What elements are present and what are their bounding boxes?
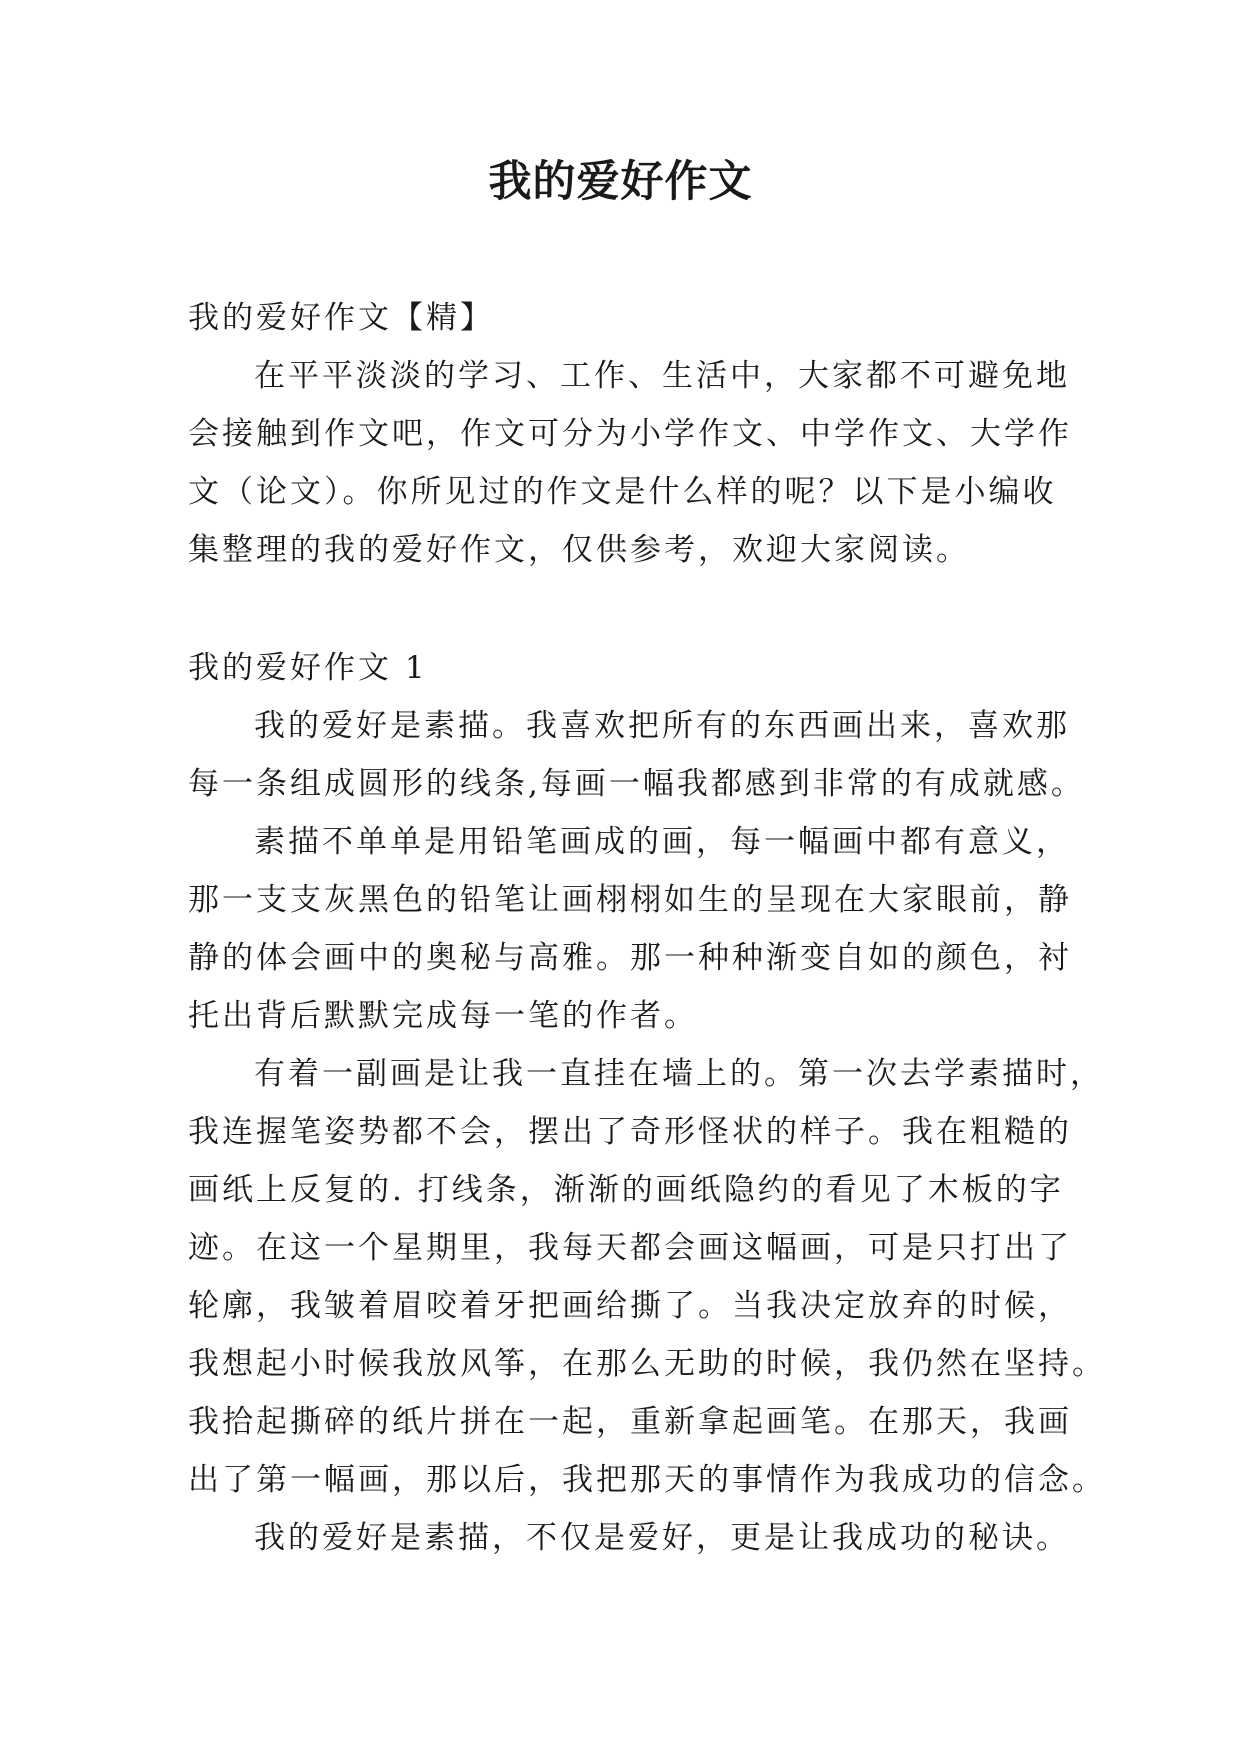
section-heading: 我的爱好作文 1: [188, 650, 428, 686]
paragraph: [188, 697, 1085, 813]
paragraph-line: 我连握笔姿势都不会，摆出了奇形怪状的样子。我在粗糙的: [188, 1114, 1072, 1150]
paragraph: [188, 1509, 1070, 1567]
paragraph-line: 迹。在这一个星期里，我每天都会画这幅画，可是只打出了: [188, 1230, 1072, 1266]
paragraph: [188, 813, 1072, 1045]
paragraph-line: 素描不单单是用铅笔画成的画，每一幅画中都有意义，: [254, 824, 1070, 860]
paragraph-line: 在平平淡淡的学习、工作、生活中，大家都不可避免地: [254, 358, 1070, 394]
paragraph-line: 我的爱好是素描，不仅是爱好，更是让我成功的秘诀。: [254, 1520, 1070, 1556]
document-title: 我的爱好作文: [488, 157, 753, 207]
section-spacer: [188, 579, 1058, 639]
paragraph: [188, 1045, 1106, 1509]
paragraph-line: 集整理的我的爱好作文，仅供参考，欢迎大家阅读。: [188, 532, 970, 568]
paragraph-line: 托出背后默默完成每一笔的作者。: [188, 998, 698, 1034]
paragraph-line: 有着一副画是让我一直挂在墙上的。第一次去学素描时，: [254, 1056, 1104, 1092]
paragraph-line: 会接触到作文吧，作文可分为小学作文、中学作文、大学作: [188, 416, 1072, 452]
paragraph-line: 出了第一幅画，那以后，我把那天的事情作为我成功的信念。: [188, 1462, 1106, 1498]
paragraph-line: 每一条组成圆形的线条,每画一幅我都感到非常的有成就感。: [188, 766, 1085, 802]
paragraph-line: 那一支支灰黑色的铅笔让画栩栩如生的呈现在大家眼前，静: [188, 882, 1072, 918]
paragraph-line: 画纸上反复的. 打线条，渐渐的画纸隐约的看见了木板的字: [188, 1172, 1064, 1208]
paragraph-line: 我想起小时候我放风筝，在那么无助的时候，我仍然在坚持。: [188, 1346, 1106, 1382]
paragraph-line: 我的爱好是素描。我喜欢把所有的东西画出来，喜欢那: [254, 708, 1070, 744]
paragraph: [188, 347, 1072, 579]
paragraph-line: 文（论文）。你所见过的作文是什么样的呢？以下是小编收: [188, 474, 1057, 510]
document-body: [188, 289, 1106, 1567]
paragraph-line: 轮廓，我皱着眉咬着牙把画给撕了。当我决定放弃的时候，: [188, 1288, 1072, 1324]
section-heading: 我的爱好作文【精】: [188, 300, 494, 336]
paragraph-line: 静的体会画中的奥秘与高雅。那一种种渐变自如的颜色，衬: [188, 940, 1072, 976]
paragraph-line: 我拾起撕碎的纸片拼在一起，重新拿起画笔。在那天，我画: [188, 1404, 1072, 1440]
